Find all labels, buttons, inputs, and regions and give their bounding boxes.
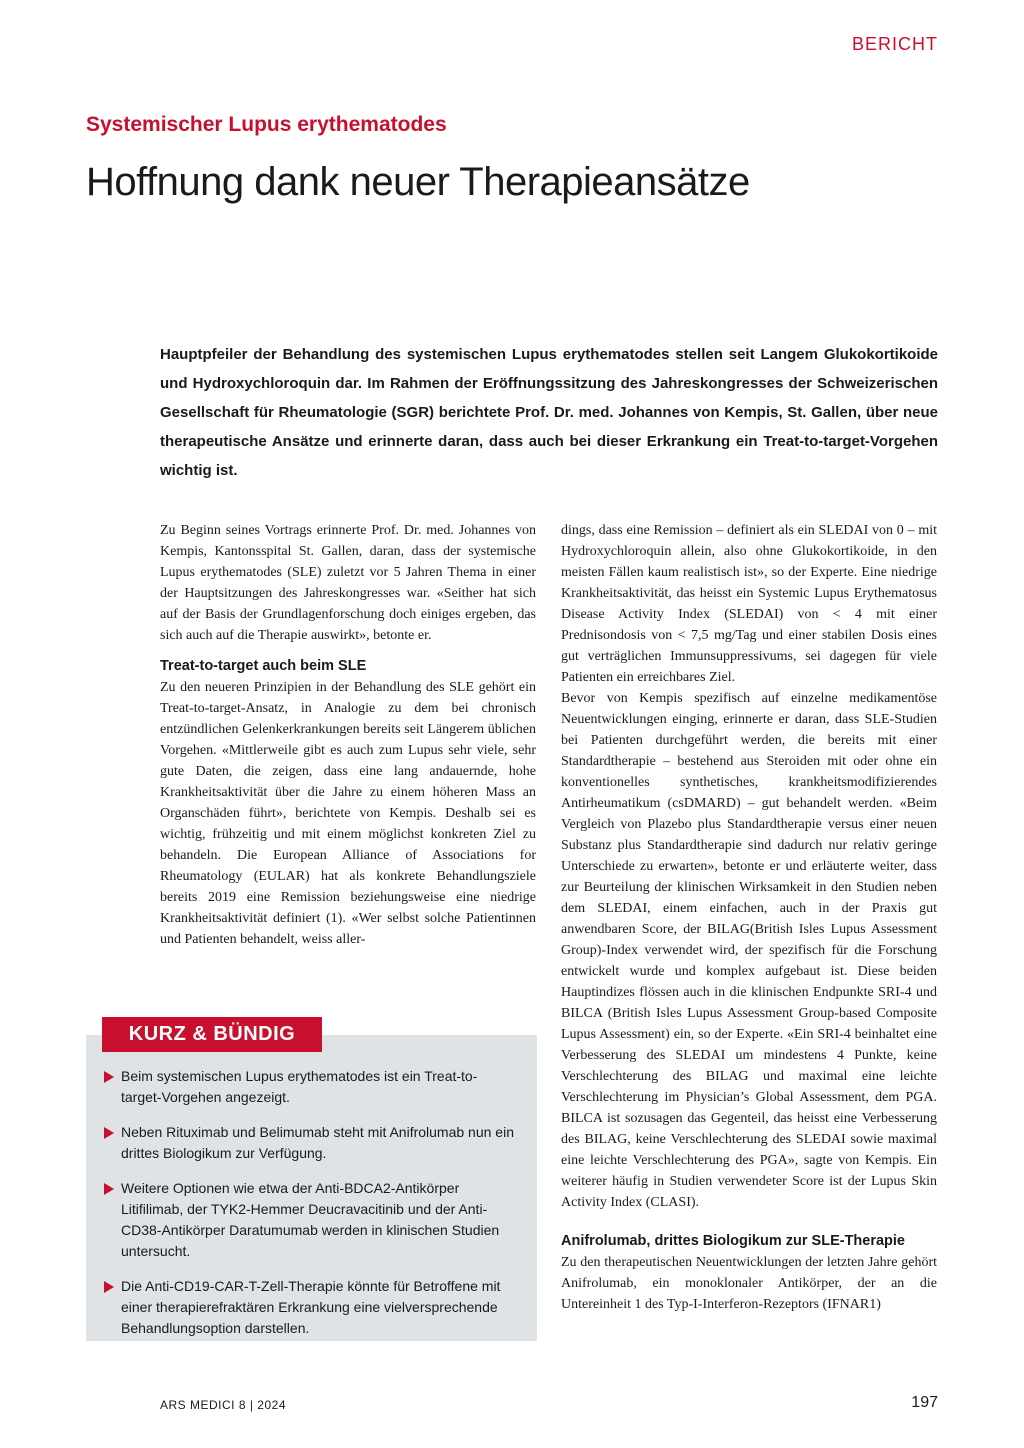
summary-box-label: KURZ & BÜNDIG xyxy=(102,1017,322,1052)
article-title: Hoffnung dank neuer Therapieansätze xyxy=(86,160,750,204)
summary-item-text: Neben Rituximab und Belimumab steht mit Anifrolumab nun ein drittes Biologikum zur Verfügung. xyxy=(121,1124,514,1161)
body-paragraph: Zu Beginn seines Vortrags erinnerte Prof. Dr. med. Johannes von Kempis, Kantonsspital St. Gallen, daran, dass der systemische Lupus erythematodes (SLE) zuletzt vor 5 Jahren Thema in einer der Hauptsitzungen des Jahreskongresses war. «Seither hat sich auf der Basis der Grundlagenforschung doch einiges ergeben, das sich auch auf die Therapie auswirkt», betonte er. xyxy=(160,523,536,643)
triangle-right-icon xyxy=(104,1183,114,1195)
section-tag: BERICHT xyxy=(851,34,938,54)
summary-item-text: Weitere Optionen wie etwa der Anti-BDCA2-Antikörper Litifilimab, der TYK2-Hemmer Deucravacitinib und der Anti-CD38-Antikörper Daratumumab werden in klinischen Studien untersucht. xyxy=(121,1180,500,1259)
left-column xyxy=(160,520,536,950)
page-number: 197 xyxy=(911,1394,938,1411)
body-paragraph: Bevor von Kempis spezifisch auf einzelne medikamentöse Neuentwicklungen einging, erinnerte er daran, dass SLE-Studien bei Patienten durchgeführt werden, die bereits mit einer Standardtherapie – bestehend aus Steroiden mit oder ohne ein konventionelles synthetisches, krankheitsmodifizierendes Antirheumatikum (csDMARD) – gut behandelt werden. «Beim Vergleich von Plazebo plus Standardtherapie versus einer neuen Substanz plus Standardtherapie sind dadurch nur relativ geringe Unterschiede zu erwarten», betonte er und erläuterte weiter, dass zur Beurteilung der klinischen Wirksamkeit in den Studien neben dem SLEDAI, einem einfachen, auch in der Praxis gut anwendbaren Score, der BILAG(British Isles Lupus Assessment Group)-Index verwendet wird, der spezifisch für die Forschung entwickelt wurde und komplex aufgebaut ist. Diese beiden Hauptindizes flössen auch in die klinischen Endpunkte SRI-4 und BILCA (British Isles Lupus Assessment Group-based Composite Lupus Assessment) ein, so der Experte. «Ein SRI-4 beinhaltet eine Verbesserung des SLEDAI um mindestens 4 Punkte, keine Verschlechterung des BILAG und maximal eine leichte Verschlechterung im Physician’s Global Assessment, dem PGA. BILCA ist sozusagen das Gegenteil, das heisst eine Verbesserung des BILAG, keine Verschlechterung des SLEDAI sowie maximal eine leichte Verschlechterung des PGA», sagte von Kempis. Ein weiterer häufig in Studien verwendeter Score ist der Lupus Skin Activity Index (CLASI). xyxy=(561,691,937,1210)
body-paragraph: Zu den neueren Prinzipien in der Behandlung des SLE gehört ein Treat-to-target-Ansatz, in Analogie zu dem bei chronisch entzündlichen Gelenkerkrankungen bereits seit Längerem üblichen Vorgehen. «Mittlerweile gibt es auch zum Lupus sehr viele, sehr gute Daten, die zeigen, dass eine lang andauernde, hohe Krankheitsaktivität über die Jahre zu einem höheren Mass an Organschäden führt», berichtete von Kempis. Deshalb sei es wichtig, frühzeitig und mit einem möglichst konkreten Ziel zu behandeln. Die European Alliance of Associations for Rheumatology (EULAR) hat als konkrete Behandlungsziele bereits 2019 eine Remission beziehungsweise eine niedrige Krankheitsaktivität definiert (1). «Wer selbst solche Patientinnen und Patienten behandelt, weiss aller- xyxy=(160,680,536,947)
summary-list-item xyxy=(102,1122,517,1164)
body-paragraph: dings, dass eine Remission – definiert als ein SLEDAI von 0 – mit Hydroxychloroquin allein, also ohne Glukokortikoide, in den meisten Fällen kaum realistisch ist», so der Experte. Eine niedrige Krankheitsaktivität, das heisst ein Systemic Lupus Erythematosus Disease Activity Index (SLEDAI) von < 4 mit einer Prednisondosis von < 7,5 mg/Tag und einer stabilen Dosis eines gut verträglichen Immunsuppressivums, sei dagegen für viele Patienten ein erreichbares Ziel. xyxy=(561,523,937,685)
right-column xyxy=(561,520,937,1315)
article-lead: Hauptpfeiler der Behandlung des systemischen Lupus erythematodes stellen seit Langem Glukokortikoide und Hydroxychloroquin dar. Im Rahmen der Eröffnungssitzung des Jahreskongresses der Schweizerischen Gesellschaft für Rheumatologie (SGR) berichtete Prof. Dr. med. Johannes von Kempis, St. Gallen, über neue therapeutische Ansätze und erinnerte daran, dass auch bei dieser Erkrankung ein Treat-to-target-Vorgehen wichtig ist. xyxy=(160,346,938,479)
footer-journal: ARS MEDICI 8 | 2024 xyxy=(160,1398,286,1412)
subheading: Anifrolumab, drittes Biologikum zur SLE-Therapie xyxy=(561,1233,905,1249)
triangle-right-icon xyxy=(104,1281,114,1293)
body-paragraph: Zu den therapeutischen Neuentwicklungen der letzten Jahre gehört Anifrolumab, ein monoklonaler Antikörper, der an die Untereinheit 1 des Typ-I-Interferon-Rezeptors (IFNAR1) xyxy=(561,1255,937,1312)
summary-item-text: Beim systemischen Lupus erythematodes ist ein Treat-to-target-Vorgehen angezeigt. xyxy=(121,1068,478,1105)
summary-list-item xyxy=(102,1066,517,1108)
summary-list-item xyxy=(102,1178,517,1262)
triangle-right-icon xyxy=(104,1127,114,1139)
summary-item-text: Die Anti-CD19-CAR-T-Zell-Therapie könnte für Betroffene mit einer therapierefraktären Erkrankung eine vielversprechende Behandlungsoption darstellen. xyxy=(121,1278,501,1336)
summary-list xyxy=(102,1066,517,1353)
triangle-right-icon xyxy=(104,1071,114,1083)
subheading: Treat-to-target auch beim SLE xyxy=(160,658,367,674)
article-kicker: Systemischer Lupus erythematodes xyxy=(86,113,447,136)
summary-list-item xyxy=(102,1276,517,1339)
